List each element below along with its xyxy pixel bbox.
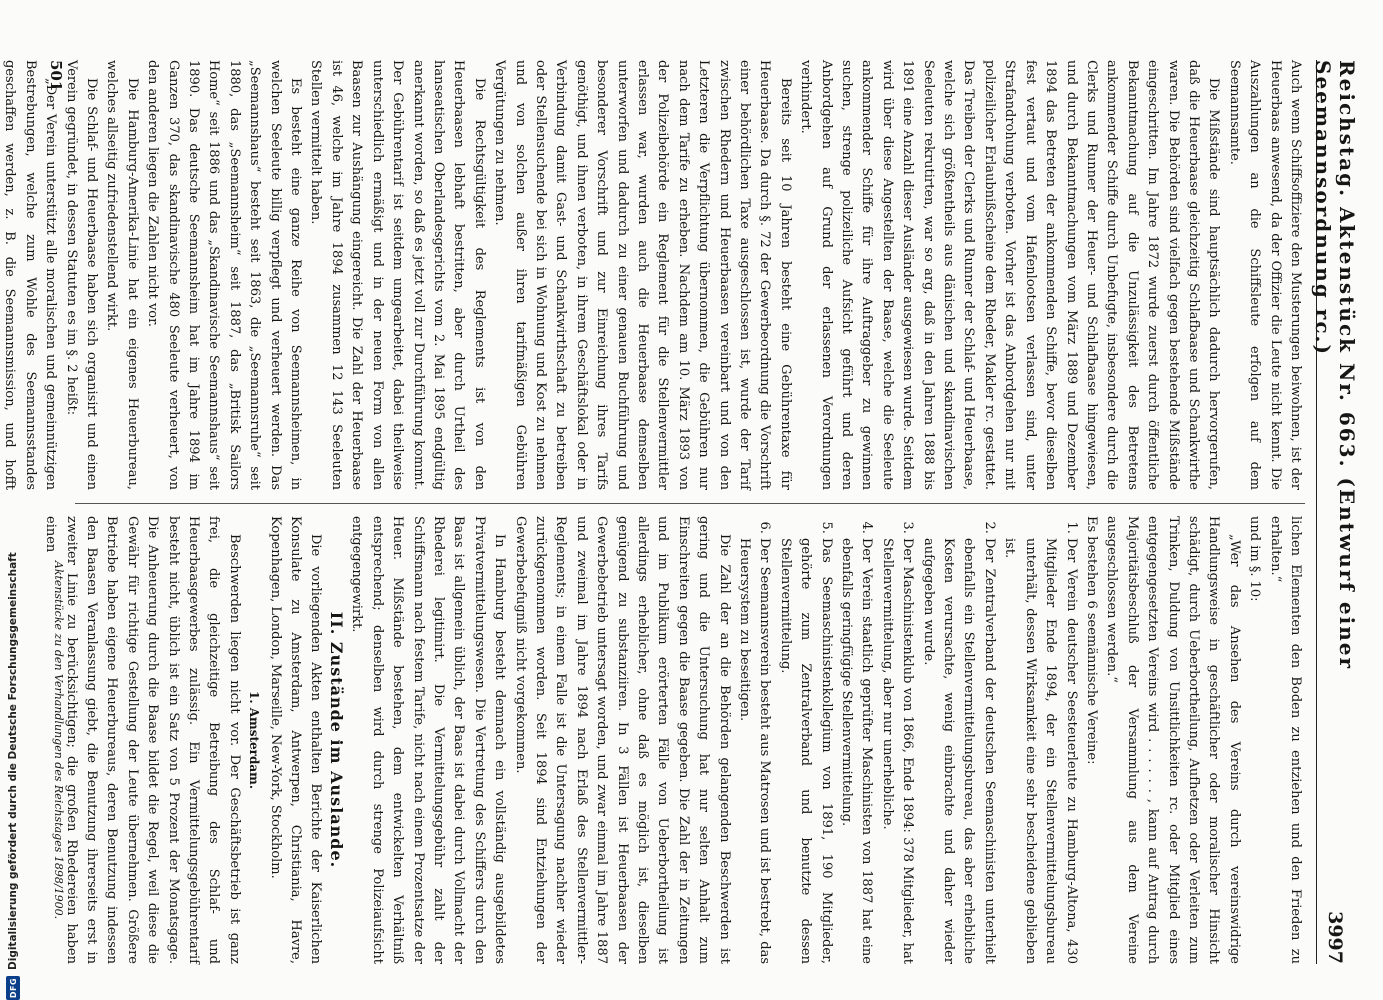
paragraph: Auch wenn Schiffsoffiziere den Musterungen beiwohnen, ist der Heuerbaas anwesend, da der Offizier die Leute nicht kennt. Die Auszahlungen an die Schiffsleute erfolgen auf dem Seemannsamte.	[1226, 60, 1303, 490]
list-item: 5. Das Seemaschinistenkollegium von 1891, 190 Mitglieder, gehörte zum Zentralverband und benutzte dessen Stellenvermittelung.	[774, 538, 835, 964]
paragraph: und im §. 10:	[1247, 516, 1263, 602]
paragraph: Die vorliegenden Akten enthalten Berichte der Kaiserlichen Konsulate zu Amsterdam, Antwerpen, Christiania, Havre, Kopenhagen, London, Marseille, New-York, Stockholm.	[267, 516, 324, 964]
paragraph: lichen Elementen den Boden zu entziehen und den Frieden zu erhalten.“	[1267, 516, 1303, 964]
page-header-title: Reichstag. Aktenstück Nr. 663. (Entwurf einer Seemannsordnung rc.)	[1311, 60, 1359, 670]
paragraph: Es besteht eine ganze Reihe von Seemannsheimen, in welchen Seeleute billig verpflegt und verheuert werden. Das „Seemannshaus“ besteht seit 1863, die „Seemannsruhe“ seit 1880, das „Seemannsheim“ seit 1887, das „Britisk Sailors Home“ seit 1886 und das „Skandinavische Seemannshaus“ seit 1890. Das deutsche Seemannsheim hat im Jahre 1894 im Ganzen 370, das skandinavische 480 Seeleute verheuert, von den anderen liegen die Zahlen nicht vor.	[145, 60, 304, 490]
page-header	[1311, 60, 1359, 964]
subsection-heading: 1. Amsterdam.	[247, 690, 262, 789]
paragraph: Die Mißstände sind hauptsächlich dadurch hervorgerufen, daß die Heuerbaase gleichzeitig Schlafbaase und Schankwirthe waren. Die Behörden sind vielfach gegen bestehende Mißstände eingeschritten. Im Jahre 1872 wurde zuerst durch öffentliche Bekanntmachung auf die Unzulässigkeit des Betretens ankommender Schiffe durch Unbefugte, insbesondere durch die Clerks und Runner der Heuer- und Schlafbaase hingewiesen, und durch Bekanntmachungen vom März 1889 und Dezember 1894 das Betreten der ankommenden Schiffe, bevor dieselben fest vertaut und vom Hafenlootsen verlassen sind, unter Strafandrohung verboten. Vorher ist das Anbordgehen nur mit polizeilicher Erlaubnißscheine dem Rheder, Makler rc. gestattet. Das Treiben der Clerks und Runner der Schlaf- und Heuerbaase, welche sich größtentheils aus dänischen und skandinavischen Seeleuten rekrutirten, war so arg, daß in den Jahren 1888 bis 1891 eine Anzahl dieser Ausländer ausgewiesen wurde. Seitdem wird über diese Angestellten der Baase, welche die Seeleute ankommender Schiffe für ihre Auftraggeber zu gewinnen suchen, strenge polizeiliche Aufsicht geführt und deren Anbordgehen auf Grund der erlassenen Verordnungen verhindert.	[798, 60, 1222, 490]
paragraph: Die Hamburg-Amerika-Linie hat ein eigenes Heuerbureau, welches allseitig zufriedenstellend wirkt.	[104, 60, 140, 490]
list-item: 6. Der Seemannsverein besteht aus Matrosen und ist bestrebt, das Heuersystem zu beseitigen.	[734, 538, 775, 964]
statute-quote: „Der Verein unterstützt alle moralischen und gemeinnützigen Bestrebungen, welche zum Wohle des Seemannsstandes geschaffen werden, z. B. die Seemannsmission, und hofft	[2, 60, 59, 490]
page-footer: Aktenstücke zu den Verhandlungen des Reichstages 1898/1900.	[52, 560, 65, 920]
paragraph: In Hamburg besteht demnach ein vollständig ausgebildetes Privatvermittelungswesen. Die Vertretung des Schiffers durch den Baas ist allgemein üblich, der Baas ist dabei durch Vollmacht der Rhederei legitimirt. Die Vermittelungsgebühr zahlt der Schiffsmann nach festem Tarife, nicht nach einem Prozentsatze der Heuer. Mißstände bestehen, dem entwickelten Verhältniß entsprechend; denselben wird durch strenge Polizeiaufsicht entgegengewirkt.	[349, 516, 508, 964]
paragraph: Es bestehen 6 seemännische Vereine:	[1083, 516, 1099, 765]
digitization-credit	[2, 0, 24, 1000]
signature-number: 501	[47, 60, 65, 92]
list-item: 2. Der Zentralverband der deutschen Seemaschinisten unterhielt ebenfalls ein Stellenvermittelungsbureau, das aber erhebliche Kosten verursachte, wenig einbrachte und daher wieder aufgegeben wurde.	[917, 538, 999, 964]
credit-text: Digitalisierung gefördert durch die Deutsche Forschungsgemeinschaft	[7, 552, 19, 970]
list-item: 4. Der Verein staatlich geprüfter Maschinisten von 1887 hat eine ebenfalls geringfügige Stellenvermittelung.	[836, 538, 877, 964]
paragraph: Die Zahl der an die Behörden gelangenden Beschwerden ist gering und die Untersuchung hat nur selten Anhalt zum Einschreiten gegen die Baase gegeben. Die Zahl der in Zeitungen und im Publikum erörterten Fälle von Ueberbortheilung ist allerdings erheblicher, ohne daß es möglich ist, dieselben genügend zu substanziiren. In 3 Fällen ist Heuerbaasen der Gewerbebetrieb untersagt worden, und zwar einmal im Jahre 1887 und zweimal im Jahre 1894 nach Erlaß des Stellenvermittler-Reglements; in einem Falle ist die Untersagung nachher wieder zurückgenommen worden. Seit 1894 sind Entziehungen der Gewerbebefugniß nicht vorgekommen.	[512, 516, 732, 964]
paragraph: Beschwerden liegen nicht vor. Der Geschäftsbetrieb ist ganz frei, die gleichzeitige Betreibung des Schlaf- und Heuerbaasgewerbes zulässig. Ein Vermittelungsgebührentarif besteht nicht, üblich ist ein Satz von 5 Prozent der Monatsgage. Die Anheuerung durch die Baase bildet die Regel, weil diese die Gewähr für richtige Gestellung der Leute übernehmen. Größere Betriebe haben eigene Heuerbureaus, deren Benutzung indessen den Baasen Veranlassung giebt, die Benutzung ihrerseits erst in zweiter Linie zu berücksichtigen; die großen Rhedereien haben einen	[43, 516, 242, 964]
list-item: 3. Der Maschinistenklub von 1866, Ende 1894: 378 Mitglieder, hat Stellenvermittelung, aber nur unerhebliche.	[876, 538, 917, 964]
section-heading: II. Zustände im Auslande.	[326, 611, 346, 869]
column-divider	[75, 503, 1305, 504]
statute-quote: „Wer das Ansehen des Vereins durch vereinswidrige Handlungsweise in geschäftlicher oder moralischer Hinsicht schädigt, durch Ueberbortheilung, Aufhetzen oder Verleiten zum Trinken, Duldung von Unsittlichkeiten rc. oder Mitglied eines entgegengesetzten Vereins wird . . . . . . , kann auf Antrag durch Majoritätsbeschluß der Versammlung aus dem Vereine ausgeschlossen werden.“	[1104, 516, 1242, 964]
association-list	[734, 516, 1081, 964]
paragraph: Bereits seit 10 Jahren besteht eine Gebührentaxe für Heuerbaase. Da durch §. 72 der Gewerbeordnung die Vorschrift einer behördlichen Taxe ausgeschlossen ist, wurde der Tarif zwischen Rhedern und Heuerbaasen vereinbart und von den Letzteren die Verpflichtung übernommen, die Gebühren nur nach dem Tarife zu erheben. Nachdem am 10. März 1893 von der Polizeibehörde ein Reglement für die Stellenvermittler erlassen war, wurden auch die Heuerbaase demselben unterworfen und dadurch zu einer genauen Buchführung und besonderer Vorschrift und zur Einreichung ihres Tarifs genöthigt, und ihnen verboten, in ihrem Geschäftslokal oder in Verbindung damit Gast- und Schankwirthschaft zu betreiben oder Stellensuchende bei sich in Wohnung und Kost zu nehmen und von solchen außer ihren tarifmäßigen Gebühren Vergütungen zu nehmen.	[492, 60, 793, 490]
dfg-logo-icon: DFG	[6, 976, 20, 1000]
page-number: 3997	[1324, 911, 1346, 964]
paragraph: Die Rechtsgültigkeit des Reglements ist von den Heuerbaasen lebhaft bestritten, aber durch Urtheil des hanseatischen Oberlandesgerichts vom 2. Mai 1895 endgültig anerkannt worden, so daß es jetzt voll zur Durchführung kommt. Der Gebührentarif ist seitdem umgearbeitet, dabei theilweise unterschiedlich ermäßigt und in der neuen Form von allen Baasen zur Aushängung eingereicht. Die Zahl der Heuerbaase ist 46, welche im Jahre 1894 zusammen 12 143 Seeleuten Stellen vermittelt haben.	[308, 60, 487, 490]
list-item: 1. Der Verein deutscher Seesteuerleute zu Hamburg-Altona, 430 Mitglieder Ende 1894, der ein Stellenvermittelungsbureau unterhält, dessen Wirksamkeit eine sehr bescheidene geblieben ist.	[999, 538, 1081, 964]
paragraph: Die Schlaf- und Heuerbaase haben sich organisirt und einen Verein gegründet, in dessen Statuten es im §. 2 heißt:	[63, 60, 100, 490]
